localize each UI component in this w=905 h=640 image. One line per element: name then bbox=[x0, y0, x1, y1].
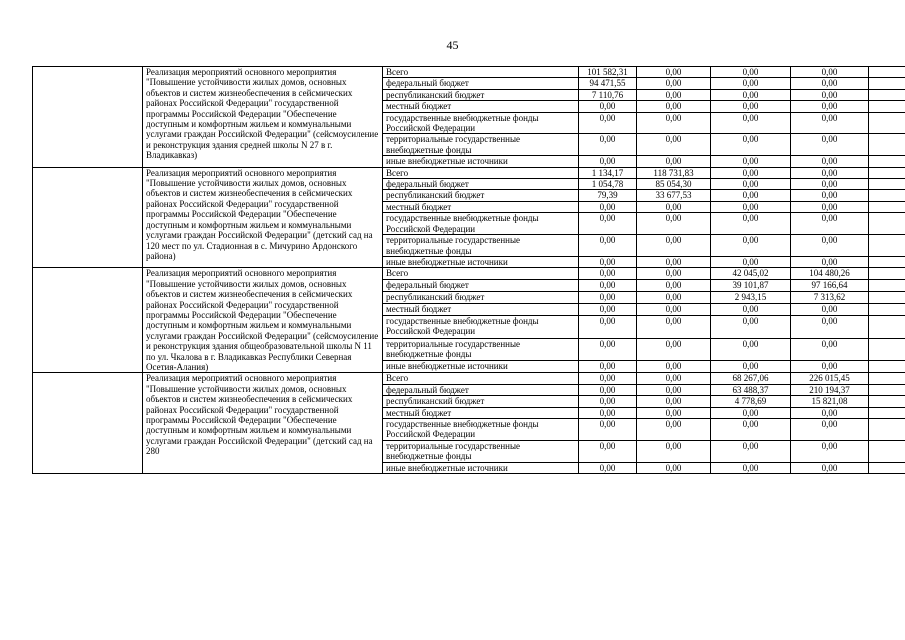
amount-cell: 101 582,31 bbox=[579, 67, 637, 78]
amount-cell: 0,00 bbox=[791, 440, 869, 462]
amount-cell: 0,00 bbox=[637, 440, 711, 462]
page-number: 45 bbox=[446, 38, 459, 52]
amount-cell: 0,00 bbox=[711, 190, 791, 201]
amount-cell: 0,00 bbox=[711, 112, 791, 134]
amount-cell: 0,00 bbox=[711, 315, 791, 338]
amount-cell bbox=[869, 407, 905, 418]
funding-source: иные внебюджетные источники bbox=[383, 462, 579, 473]
amount-cell: 0,00 bbox=[791, 201, 869, 212]
amount-cell: 118 731,83 bbox=[637, 167, 711, 178]
amount-cell: 0,00 bbox=[637, 384, 711, 395]
amount-cell: 0,00 bbox=[711, 201, 791, 212]
amount-cell bbox=[869, 440, 905, 462]
amount-cell: 0,00 bbox=[579, 268, 637, 280]
funding-source: федеральный бюджет bbox=[383, 280, 579, 292]
amount-cell: 0,00 bbox=[637, 256, 711, 267]
amount-cell: 0,00 bbox=[579, 303, 637, 315]
amount-cell: 0,00 bbox=[791, 315, 869, 338]
amount-cell: 0,00 bbox=[637, 213, 711, 235]
amount-cell: 0,00 bbox=[711, 179, 791, 190]
funding-source: Всего bbox=[383, 373, 579, 384]
project-description: Реализация мероприятий основного мероприятия "Повышение устойчивости жилых домов, основных объектов и систем жизнеобеспечения в сейсмических районах Российской Федерации" государственной программы Российской Федерации "Обеспечение доступным и комфортным жильем и коммунальными услугами граждан Российской Федерации" (сейсмоусиление и реконструкция здания средней школы N 27 в г. Владикавказ) bbox=[143, 67, 383, 168]
amount-cell bbox=[869, 419, 905, 441]
amount-cell: 79,39 bbox=[579, 190, 637, 201]
amount-cell: 0,00 bbox=[637, 419, 711, 441]
funding-source: местный бюджет bbox=[383, 303, 579, 315]
amount-cell: 0,00 bbox=[637, 280, 711, 292]
amount-cell: 0,00 bbox=[579, 256, 637, 267]
funding-source: Всего bbox=[383, 268, 579, 280]
amount-cell: 0,00 bbox=[791, 167, 869, 178]
funding-source: федеральный бюджет bbox=[383, 179, 579, 190]
amount-cell: 210 194,37 bbox=[791, 384, 869, 395]
amount-cell bbox=[869, 361, 905, 373]
amount-cell: 7 110,76 bbox=[579, 89, 637, 100]
amount-cell: 7 313,62 bbox=[791, 292, 869, 304]
amount-cell: 0,00 bbox=[579, 361, 637, 373]
amount-cell: 226 015,45 bbox=[791, 373, 869, 384]
amount-cell: 0,00 bbox=[637, 101, 711, 112]
amount-cell: 0,00 bbox=[637, 134, 711, 156]
amount-cell: 0,00 bbox=[791, 179, 869, 190]
amount-cell: 0,00 bbox=[579, 201, 637, 212]
amount-cell: 42 045,02 bbox=[711, 268, 791, 280]
amount-cell: 0,00 bbox=[711, 156, 791, 167]
table-row bbox=[33, 67, 905, 78]
amount-cell: 0,00 bbox=[711, 440, 791, 462]
amount-cell: 0,00 bbox=[637, 462, 711, 473]
amount-cell: 68 267,06 bbox=[711, 373, 791, 384]
amount-cell: 0,00 bbox=[791, 89, 869, 100]
amount-cell: 0,00 bbox=[711, 167, 791, 178]
amount-cell: 0,00 bbox=[711, 462, 791, 473]
amount-cell bbox=[869, 67, 905, 78]
amount-cell: 0,00 bbox=[791, 101, 869, 112]
amount-cell: 0,00 bbox=[579, 396, 637, 407]
amount-cell: 0,00 bbox=[579, 156, 637, 167]
funding-source: федеральный бюджет bbox=[383, 78, 579, 89]
funding-source: государственные внебюджетные фонды Российской Федерации bbox=[383, 419, 579, 441]
amount-cell bbox=[869, 338, 905, 361]
amount-cell bbox=[869, 213, 905, 235]
amount-cell bbox=[869, 373, 905, 384]
amount-cell: 0,00 bbox=[637, 78, 711, 89]
amount-cell bbox=[869, 78, 905, 89]
amount-cell: 0,00 bbox=[711, 235, 791, 257]
funding-source: местный бюджет bbox=[383, 101, 579, 112]
funding-source: государственные внебюджетные фонды Российской Федерации bbox=[383, 112, 579, 134]
amount-cell: 0,00 bbox=[791, 361, 869, 373]
amount-cell: 0,00 bbox=[711, 407, 791, 418]
amount-cell: 0,00 bbox=[637, 303, 711, 315]
amount-cell: 0,00 bbox=[579, 280, 637, 292]
amount-cell: 33 677,53 bbox=[637, 190, 711, 201]
amount-cell: 0,00 bbox=[579, 112, 637, 134]
amount-cell bbox=[869, 89, 905, 100]
amount-cell: 0,00 bbox=[579, 101, 637, 112]
funding-source: республиканский бюджет bbox=[383, 89, 579, 100]
amount-cell bbox=[869, 292, 905, 304]
funding-source: республиканский бюджет bbox=[383, 396, 579, 407]
amount-cell: 0,00 bbox=[637, 67, 711, 78]
amount-cell: 0,00 bbox=[637, 361, 711, 373]
amount-cell: 63 488,37 bbox=[711, 384, 791, 395]
amount-cell: 0,00 bbox=[791, 462, 869, 473]
amount-cell: 0,00 bbox=[791, 338, 869, 361]
amount-cell: 0,00 bbox=[637, 89, 711, 100]
amount-cell: 1 134,17 bbox=[579, 167, 637, 178]
amount-cell: 0,00 bbox=[791, 78, 869, 89]
funding-source: Всего bbox=[383, 167, 579, 178]
funding-source: местный бюджет bbox=[383, 407, 579, 418]
amount-cell: 0,00 bbox=[637, 201, 711, 212]
amount-cell: 0,00 bbox=[791, 67, 869, 78]
amount-cell: 0,00 bbox=[579, 235, 637, 257]
amount-cell: 0,00 bbox=[791, 407, 869, 418]
amount-cell: 0,00 bbox=[637, 407, 711, 418]
amount-cell: 0,00 bbox=[711, 213, 791, 235]
amount-cell: 0,00 bbox=[711, 419, 791, 441]
amount-cell: 0,00 bbox=[711, 67, 791, 78]
amount-cell: 0,00 bbox=[637, 235, 711, 257]
amount-cell: 0,00 bbox=[791, 112, 869, 134]
amount-cell bbox=[869, 280, 905, 292]
amount-cell: 0,00 bbox=[791, 235, 869, 257]
project-description: Реализация мероприятий основного мероприятия "Повышение устойчивости жилых домов, основных объектов и систем жизнеобеспечения в сейсмических районах Российской Федерации" государственной программы Российской Федерации "Обеспечение доступным и комфортным жильем и коммунальными услугами граждан Российской Федерации" (детский сад на 120 мест по ул. Стадионная в с. Мичурино Ардонского района) bbox=[143, 167, 383, 268]
blank-cell bbox=[33, 373, 143, 474]
funding-source: территориальные государственные внебюджетные фонды bbox=[383, 440, 579, 462]
amount-cell bbox=[869, 396, 905, 407]
amount-cell: 0,00 bbox=[637, 338, 711, 361]
blank-cell bbox=[33, 67, 143, 168]
amount-cell bbox=[869, 303, 905, 315]
amount-cell: 0,00 bbox=[579, 407, 637, 418]
amount-cell: 1 054,78 bbox=[579, 179, 637, 190]
amount-cell bbox=[869, 134, 905, 156]
table-row bbox=[33, 268, 905, 280]
amount-cell: 0,00 bbox=[637, 156, 711, 167]
amount-cell: 0,00 bbox=[711, 303, 791, 315]
amount-cell: 0,00 bbox=[791, 156, 869, 167]
amount-cell: 0,00 bbox=[637, 112, 711, 134]
amount-cell bbox=[869, 156, 905, 167]
amount-cell bbox=[869, 167, 905, 178]
amount-cell: 0,00 bbox=[579, 419, 637, 441]
amount-cell bbox=[869, 112, 905, 134]
amount-cell: 85 054,30 bbox=[637, 179, 711, 190]
amount-cell bbox=[869, 268, 905, 280]
amount-cell: 0,00 bbox=[791, 134, 869, 156]
table-row bbox=[33, 373, 905, 384]
funding-source: государственные внебюджетные фонды Российской Федерации bbox=[383, 315, 579, 338]
amount-cell: 0,00 bbox=[711, 89, 791, 100]
amount-cell: 15 821,08 bbox=[791, 396, 869, 407]
amount-cell: 0,00 bbox=[579, 315, 637, 338]
amount-cell: 0,00 bbox=[637, 268, 711, 280]
amount-cell: 0,00 bbox=[579, 462, 637, 473]
funding-source: республиканский бюджет bbox=[383, 190, 579, 201]
amount-cell: 0,00 bbox=[637, 396, 711, 407]
funding-source: республиканский бюджет bbox=[383, 292, 579, 304]
funding-source: местный бюджет bbox=[383, 201, 579, 212]
amount-cell: 0,00 bbox=[579, 338, 637, 361]
amount-cell: 0,00 bbox=[711, 101, 791, 112]
amount-cell: 0,00 bbox=[637, 373, 711, 384]
budget-table bbox=[32, 66, 905, 474]
amount-cell: 0,00 bbox=[579, 213, 637, 235]
amount-cell bbox=[869, 190, 905, 201]
amount-cell: 94 471,55 bbox=[579, 78, 637, 89]
project-description: Реализация мероприятий основного мероприятия "Повышение устойчивости жилых домов, основных объектов и систем жизнеобеспечения в сейсмических районах Российской Федерации" государственной программы Российской Федерации "Обеспечение доступным и комфортным жильем и коммунальными услугами граждан Российской Федерации" (детский сад на 280 bbox=[143, 373, 383, 474]
funding-source: иные внебюджетные источники bbox=[383, 256, 579, 267]
amount-cell bbox=[869, 179, 905, 190]
funding-source: иные внебюджетные источники bbox=[383, 361, 579, 373]
funding-source: государственные внебюджетные фонды Российской Федерации bbox=[383, 213, 579, 235]
amount-cell: 0,00 bbox=[791, 303, 869, 315]
amount-cell: 0,00 bbox=[711, 78, 791, 89]
amount-cell: 0,00 bbox=[791, 213, 869, 235]
amount-cell: 0,00 bbox=[711, 134, 791, 156]
amount-cell bbox=[869, 235, 905, 257]
amount-cell: 97 166,64 bbox=[791, 280, 869, 292]
amount-cell: 2 943,15 bbox=[711, 292, 791, 304]
funding-source: территориальные государственные внебюджетные фонды bbox=[383, 235, 579, 257]
amount-cell: 0,00 bbox=[711, 256, 791, 267]
amount-cell: 0,00 bbox=[579, 292, 637, 304]
amount-cell bbox=[869, 315, 905, 338]
budget-table-body bbox=[33, 67, 905, 474]
amount-cell: 39 101,87 bbox=[711, 280, 791, 292]
amount-cell: 0,00 bbox=[579, 440, 637, 462]
amount-cell: 0,00 bbox=[637, 292, 711, 304]
amount-cell bbox=[869, 101, 905, 112]
amount-cell: 0,00 bbox=[579, 384, 637, 395]
table-row bbox=[33, 167, 905, 178]
funding-source: иные внебюджетные источники bbox=[383, 156, 579, 167]
amount-cell bbox=[869, 384, 905, 395]
amount-cell: 0,00 bbox=[711, 338, 791, 361]
amount-cell: 104 480,26 bbox=[791, 268, 869, 280]
amount-cell: 0,00 bbox=[791, 256, 869, 267]
amount-cell: 0,00 bbox=[579, 373, 637, 384]
funding-source: территориальные государственные внебюджетные фонды bbox=[383, 338, 579, 361]
funding-source: территориальные государственные внебюджетные фонды bbox=[383, 134, 579, 156]
blank-cell bbox=[33, 167, 143, 268]
blank-cell bbox=[33, 268, 143, 373]
amount-cell: 0,00 bbox=[791, 190, 869, 201]
project-description: Реализация мероприятий основного мероприятия "Повышение устойчивости жилых домов, основных объектов и систем жизнеобеспечения в сейсмических районах Российской Федерации" государственной программы Российской Федерации "Обеспечение доступным и комфортным жильем и коммунальными услугами граждан Российской Федерации" (сейсмоусиление и реконструкция здания общеобразовательной школы N 11 по ул. Чкалова в г. Владикавказ Республики Северная Осетия-Алания) bbox=[143, 268, 383, 373]
funding-source: федеральный бюджет bbox=[383, 384, 579, 395]
amount-cell bbox=[869, 256, 905, 267]
funding-source: Всего bbox=[383, 67, 579, 78]
amount-cell: 0,00 bbox=[711, 361, 791, 373]
amount-cell bbox=[869, 201, 905, 212]
amount-cell: 0,00 bbox=[579, 134, 637, 156]
amount-cell: 0,00 bbox=[637, 315, 711, 338]
amount-cell: 4 778,69 bbox=[711, 396, 791, 407]
amount-cell bbox=[869, 462, 905, 473]
amount-cell: 0,00 bbox=[791, 419, 869, 441]
